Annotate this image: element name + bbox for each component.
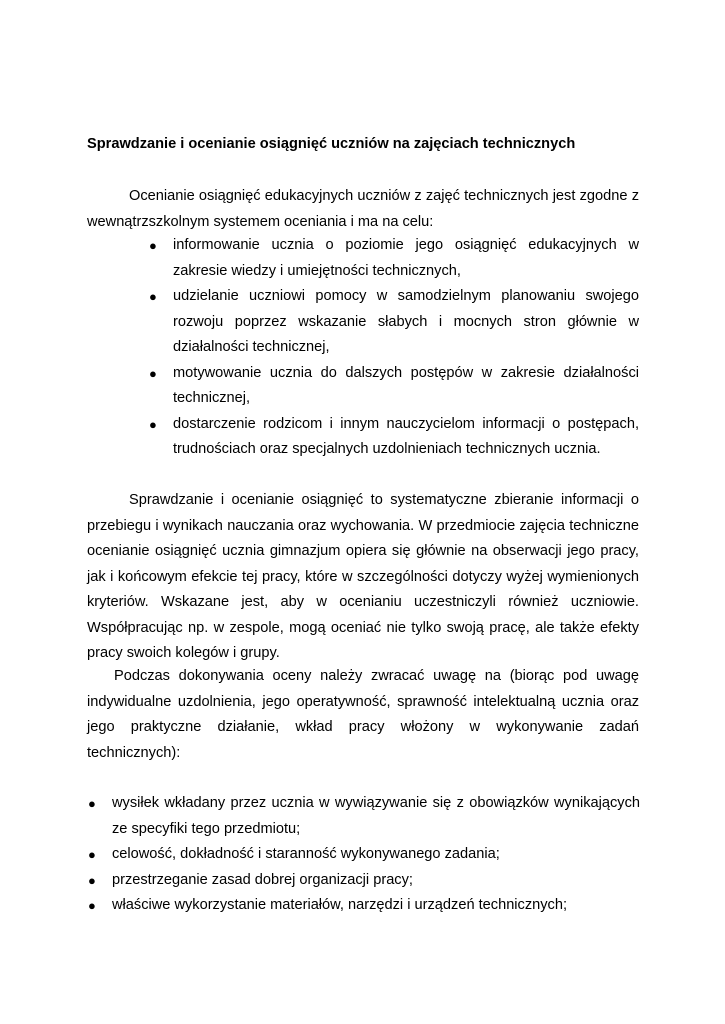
list-item bbox=[149, 284, 639, 361]
list-item-text: dostarczenie rodzicom i innym nauczycielom informacji o postępach, trudnościach oraz specjalnych uzdolnieniach technicznych ucznia. bbox=[173, 415, 639, 457]
list-item-text: właściwe wykorzystanie materiałów, narzędzi i urządzeń technicznych; bbox=[112, 897, 568, 913]
bullet-icon: ● bbox=[149, 289, 157, 304]
list-item-text: informowanie ucznia o poziomie jego osiągnięć edukacyjnych w zakresie wiedzy i umiejętności technicznych, bbox=[173, 237, 639, 279]
list-item bbox=[149, 412, 639, 463]
list-item-text: wysiłek wkładany przez ucznia w wywiązywanie się z obowiązków wynikających ze specyfiki tego przedmiotu; bbox=[112, 795, 640, 837]
list-item-text: udzielanie uczniowi pomocy w samodzielnym planowaniu swojego rozwoju poprzez wskazanie słabych i mocnych stron głównie w działalności technicznej, bbox=[173, 288, 639, 355]
list-item bbox=[88, 791, 640, 842]
list-item-text: przestrzeganie zasad dobrej organizacji pracy; bbox=[112, 871, 413, 888]
list-item bbox=[149, 361, 639, 412]
evaluation-paragraph: Podczas dokonywania oceny należy zwracać uwagę na (biorąc pod uwagę indywidualne uzdolnienia, jego operatywność, sprawność intelektualną ucznia oraz jego praktyczne działanie, wkład pracy włożony w wykonywanie zadań technicznych): bbox=[87, 668, 639, 761]
bullet-icon: ● bbox=[149, 238, 157, 253]
bullet-icon: ● bbox=[88, 872, 96, 888]
assessment-paragraph: Sprawdzanie i ocenianie osiągnięć to systematyczne zbieranie informacji o przebiegu i wynikach nauczania oraz wychowania. W przedmiocie zajęcia techniczne ocenianie osiągnięć ucznia gimnazjum opiera się głównie na obserwacji jego pracy, jak i końcowym efekcie tej pracy, które w szczególności dotyczy wyżej wymienionych kryteriów. Wskazane jest, aby w ocenianiu uczestniczyli również uczniowie. Współpracując np. w zespole, mogą oceniać nie tylko swoją pracę, ale także efekty pracy swoich kolegów i grupy. bbox=[87, 492, 639, 661]
bullet-icon: ● bbox=[88, 796, 96, 811]
criteria-list bbox=[0, 791, 640, 919]
list-item-text: motywowanie ucznia do dalszych postępów w zakresie działalności technicznej, bbox=[173, 364, 639, 406]
list-item bbox=[88, 842, 640, 868]
list-item bbox=[88, 893, 640, 919]
document-title: Sprawdzanie i ocenianie osiągnięć uczniów na zajęciach technicznych bbox=[87, 136, 576, 152]
bullet-icon: ● bbox=[88, 898, 96, 913]
list-item bbox=[149, 233, 639, 284]
intro-paragraph: Ocenianie osiągnięć edukacyjnych uczniów z zajęć technicznych jest zgodne z wewnątrzszkolnym systemem oceniania i ma na celu: bbox=[87, 188, 639, 230]
bullet-icon: ● bbox=[149, 416, 157, 432]
bullet-icon: ● bbox=[88, 847, 96, 862]
goals-list bbox=[0, 233, 640, 463]
list-item-text: celowość, dokładność i staranność wykonywanego zadania; bbox=[112, 846, 500, 862]
bullet-icon: ● bbox=[149, 365, 157, 381]
list-item bbox=[88, 868, 640, 894]
